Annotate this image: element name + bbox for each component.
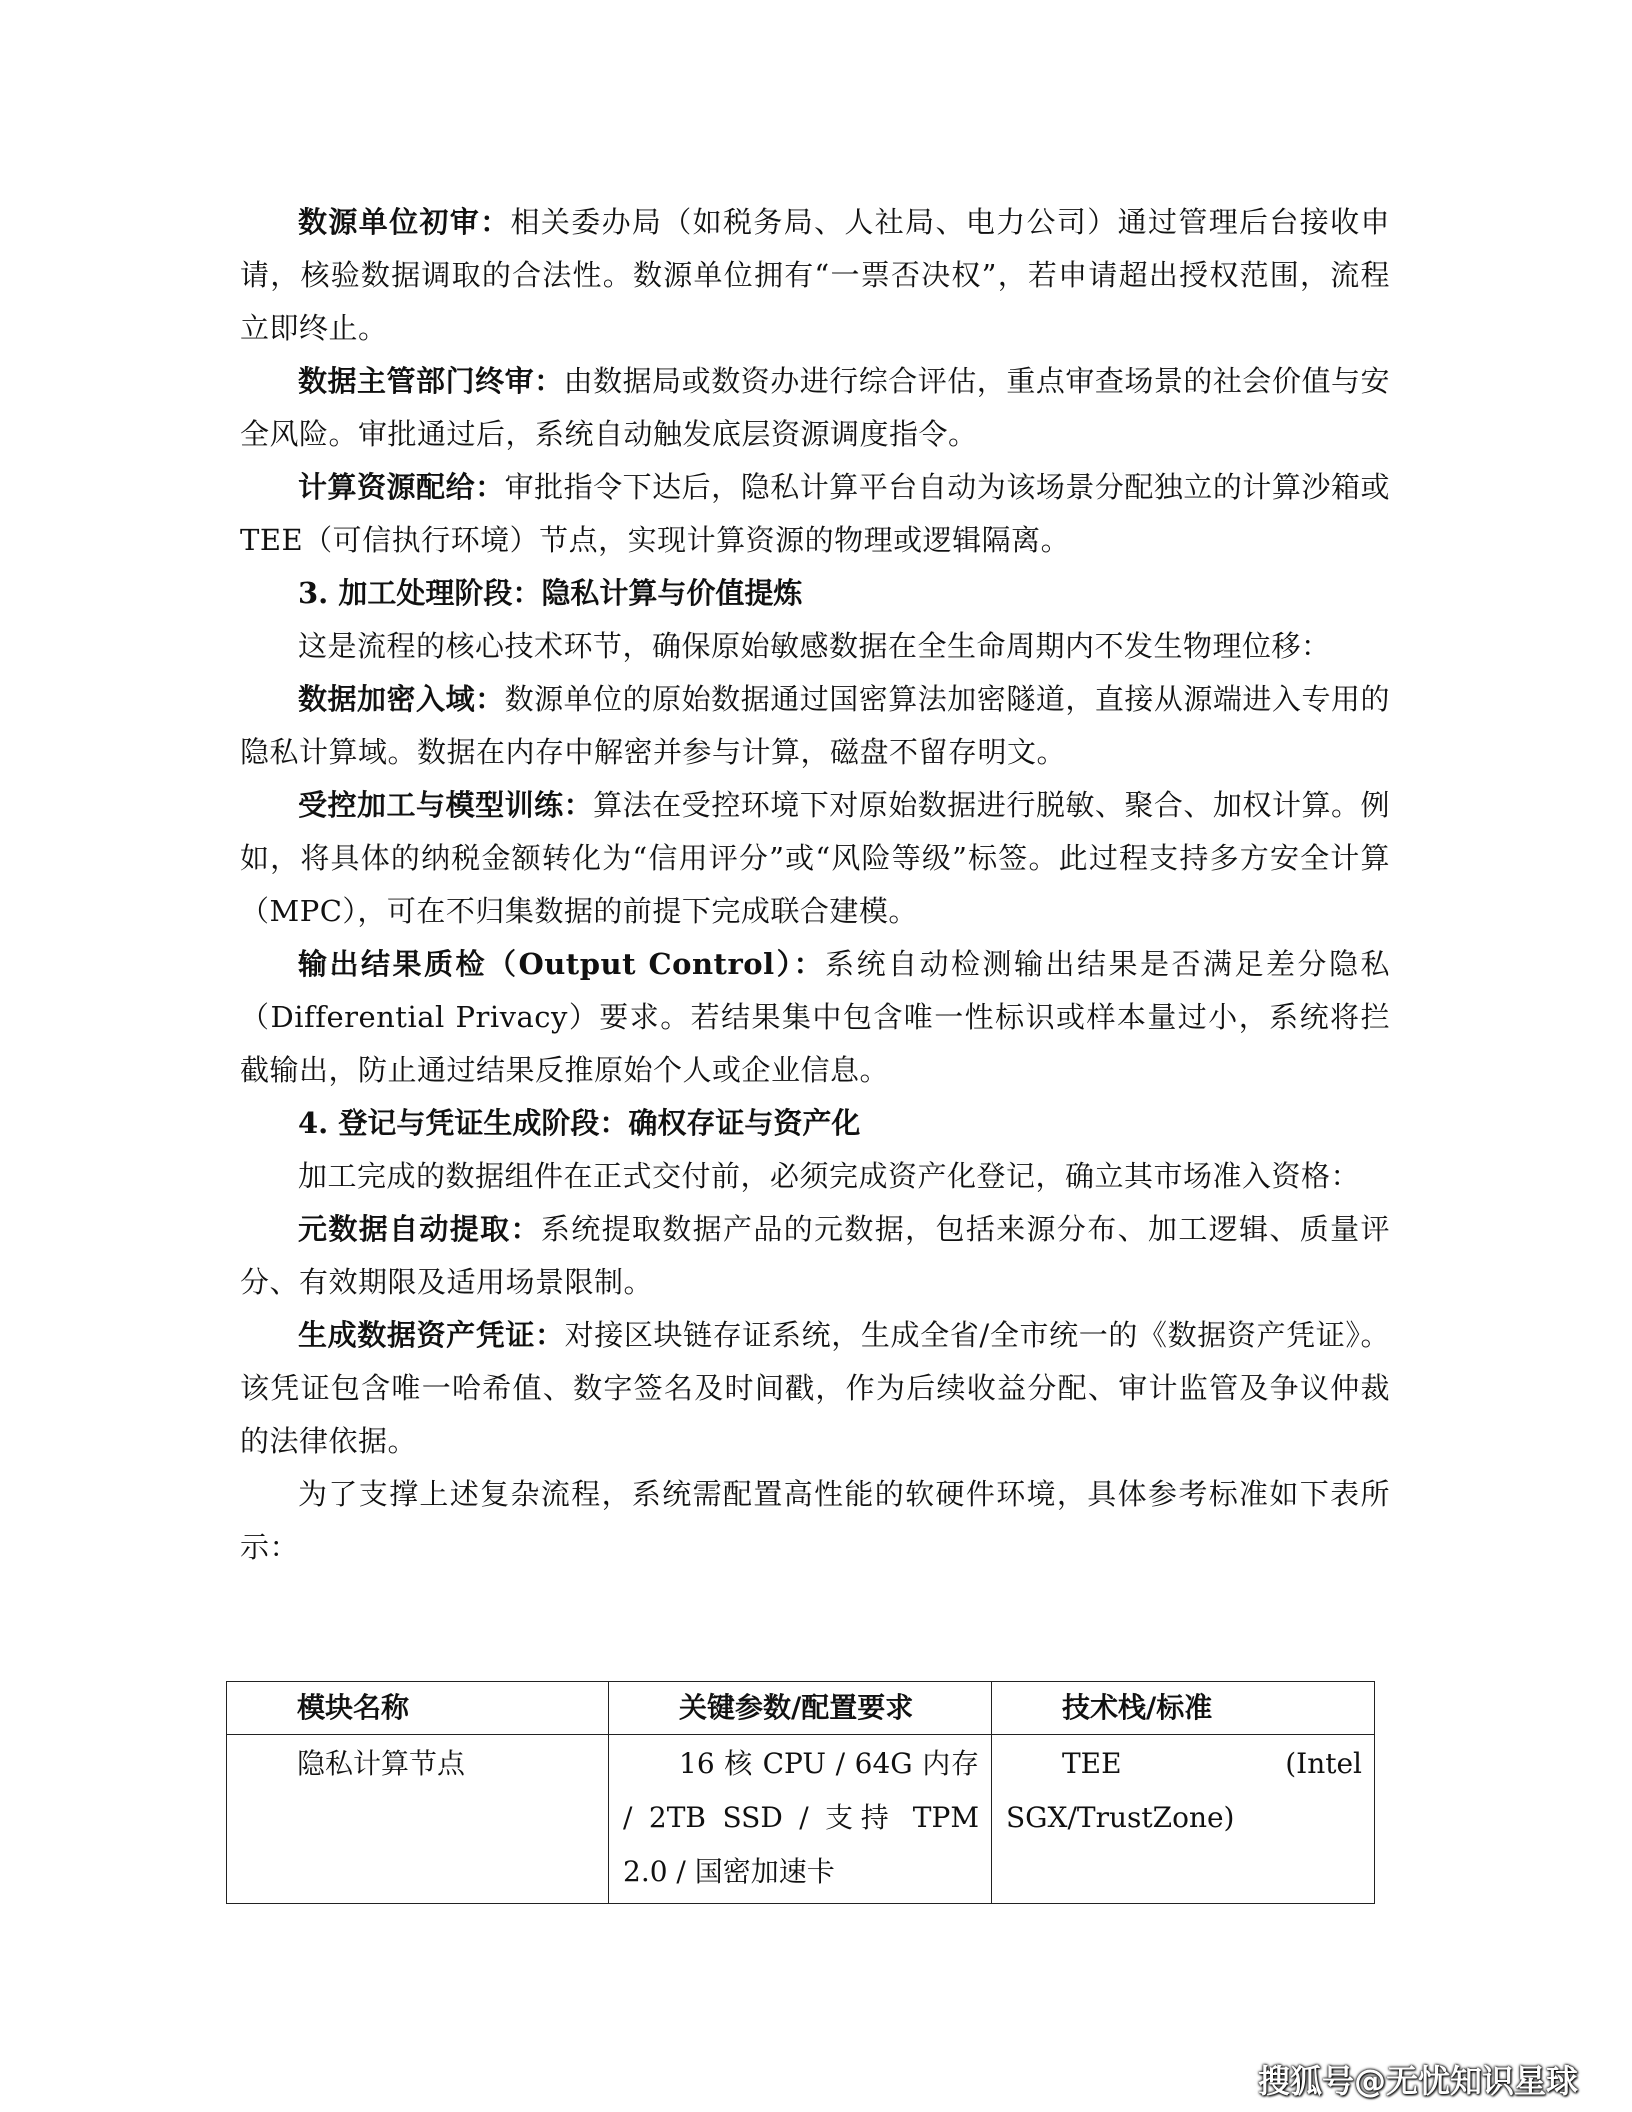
table-header-row <box>227 1682 1375 1735</box>
paragraph-text: 这是流程的核心技术环节，确保原始敏感数据在全生命周期内不发生物理位移： <box>298 629 1331 663</box>
paragraph-controlled-processing <box>240 779 1390 938</box>
paragraph-text: 审批指令下达后，隐私计算平台自动为该场景分配独立的计算沙箱或 TEE（可信执行环境）节点，实现计算资源的物理或逻辑隔离。 <box>240 470 1390 557</box>
paragraph-resource-allocation <box>240 461 1390 567</box>
paragraph-core-tech <box>240 620 1390 673</box>
watermark: 搜狐号@无忧知识星球 <box>1257 2062 1578 2100</box>
table-header-cell: 关键参数/配置要求 <box>609 1682 992 1735</box>
table-cell-params: 16 核 CPU / 64G 内存 / 2TB SSD / 支持 TPM 2.0 / 国密加速卡 <box>609 1735 992 1904</box>
paragraph-lead: 受控加工与模型训练： <box>298 788 594 822</box>
paragraph-lead: 数据加密入域： <box>298 682 505 716</box>
paragraph-registration-intro <box>240 1150 1390 1203</box>
paragraph-text: 系统提取数据产品的元数据，包括来源分布、加工逻辑、质量评分、有效期限及适用场景限制。 <box>240 1212 1390 1299</box>
paragraph-lead: 元数据自动提取： <box>298 1212 541 1246</box>
paragraph-final-review <box>240 355 1390 461</box>
paragraph-lead: 生成数据资产凭证： <box>298 1318 565 1352</box>
paragraph-lead: 数据主管部门终审： <box>298 364 564 398</box>
paragraph-encrypted-ingest <box>240 673 1390 779</box>
paragraph-text: 加工完成的数据组件在正式交付前，必须完成资产化登记，确立其市场准入资格： <box>298 1159 1361 1193</box>
section-heading-4: 4. 登记与凭证生成阶段：确权存证与资产化 <box>298 1106 861 1140</box>
table-row <box>227 1735 1375 1904</box>
paragraph-output-control <box>240 938 1390 1097</box>
paragraph-text: 系统自动检测输出结果是否满足差分隐私（Differential Privacy）要求。若结果集中包含唯一性标识或样本量过小，系统将拦截输出，防止通过结果反推原始个人或企业信息。 <box>240 947 1390 1087</box>
paragraph-metadata-extraction <box>240 1203 1390 1309</box>
paragraph-lead: 数源单位初审： <box>298 205 511 239</box>
section-heading-3: 3. 加工处理阶段：隐私计算与价值提炼 <box>298 576 803 610</box>
table-cell-stack: TEE (Intel SGX/TrustZone) <box>992 1735 1375 1904</box>
paragraph-asset-certificate <box>240 1309 1390 1468</box>
paragraph-text: 算法在受控环境下对原始数据进行脱敏、聚合、加权计算。例如，将具体的纳税金额转化为“信用评分”或“风险等级”标签。此过程支持多方安全计算（MPC），可在不归集数据的前提下完成联合建模。 <box>240 788 1390 928</box>
paragraph-lead: 计算资源配给： <box>298 470 505 504</box>
spec-table <box>226 1681 1375 1904</box>
paragraph-text: 相关委办局（如税务局、人社局、电力公司）通过管理后台接收申请，核验数据调取的合法性。数源单位拥有“一票否决权”，若申请超出授权范围，流程立即终止。 <box>240 205 1390 345</box>
table-cell-module: 隐私计算节点 <box>227 1735 609 1904</box>
paragraph-lead: 输出结果质检（Output Control）： <box>298 947 826 981</box>
paragraph-source-review <box>240 196 1390 355</box>
paragraph-text: 数源单位的原始数据通过国密算法加密隧道，直接从源端进入专用的隐私计算域。数据在内存中解密并参与计算，磁盘不留存明文。 <box>240 682 1390 769</box>
paragraph-text: 为了支撑上述复杂流程，系统需配置高性能的软硬件环境，具体参考标准如下表所示： <box>240 1477 1390 1564</box>
paragraph-text: 由数据局或数资办进行综合评估，重点审查场景的社会价值与安全风险。审批通过后，系统自动触发底层资源调度指令。 <box>240 364 1390 451</box>
document-body <box>240 196 1390 1574</box>
paragraph-table-intro <box>240 1468 1390 1574</box>
table-header-cell: 技术栈/标准 <box>992 1682 1375 1735</box>
table-header-cell: 模块名称 <box>227 1682 609 1735</box>
paragraph-text: 对接区块链存证系统，生成全省/全市统一的《数据资产凭证》。该凭证包含唯一哈希值、数字签名及时间戳，作为后续收益分配、审计监管及争议仲裁的法律依据。 <box>240 1318 1390 1458</box>
